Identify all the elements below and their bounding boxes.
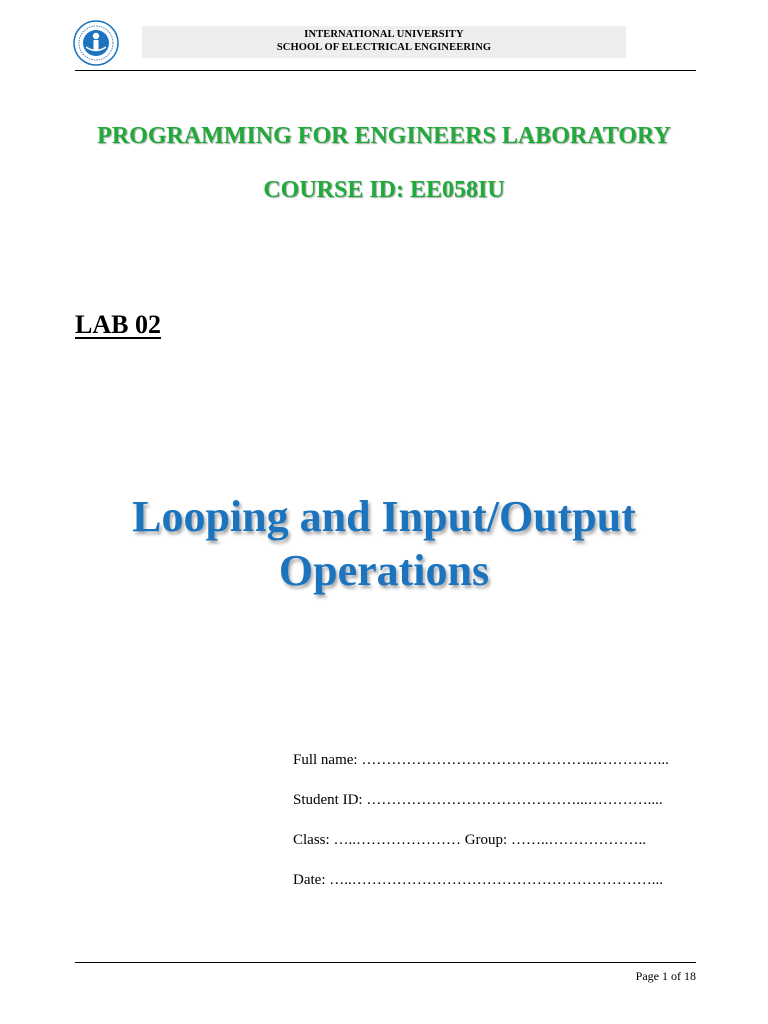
- group-label: Group:: [464, 832, 508, 848]
- full-name-field[interactable]: [293, 752, 669, 769]
- lab-course-title: PROGRAMMING FOR ENGINEERS LABORATORY: [97, 123, 671, 149]
- class-group-field[interactable]: [293, 832, 646, 849]
- university-logo-icon: [73, 20, 119, 66]
- full-name-label: Full name:: [293, 752, 358, 768]
- class-label: Class:: [293, 832, 330, 848]
- date-dots: …..……………………………………………………...: [329, 872, 663, 888]
- course-id: COURSE ID: EE058IU: [263, 177, 505, 203]
- main-title: [0, 490, 768, 598]
- student-id-field[interactable]: [293, 792, 663, 809]
- main-title-line2: Operations: [278, 546, 490, 595]
- group-dots: ……..………………..: [510, 832, 646, 848]
- date-label: Date:: [293, 872, 326, 888]
- school-name: SCHOOL OF ELECTRICAL ENGINEERING: [276, 41, 492, 53]
- header-banner: [142, 26, 626, 58]
- full-name-dots: ………………………………………...…………...: [361, 752, 669, 768]
- main-title-line1: Looping and Input/Output: [132, 492, 636, 541]
- lab-number: LAB 02: [75, 310, 161, 339]
- student-id-label: Student ID:: [293, 792, 363, 808]
- class-dots: …..…………………: [333, 832, 461, 848]
- footer-divider: [75, 962, 696, 963]
- header-divider: [75, 70, 696, 71]
- date-field[interactable]: [293, 872, 663, 889]
- student-id-dots: ……………………………………...…………....: [366, 792, 663, 808]
- page-number: Page 1 of 18: [635, 969, 696, 983]
- university-name: INTERNATIONAL UNIVERSITY: [304, 29, 464, 40]
